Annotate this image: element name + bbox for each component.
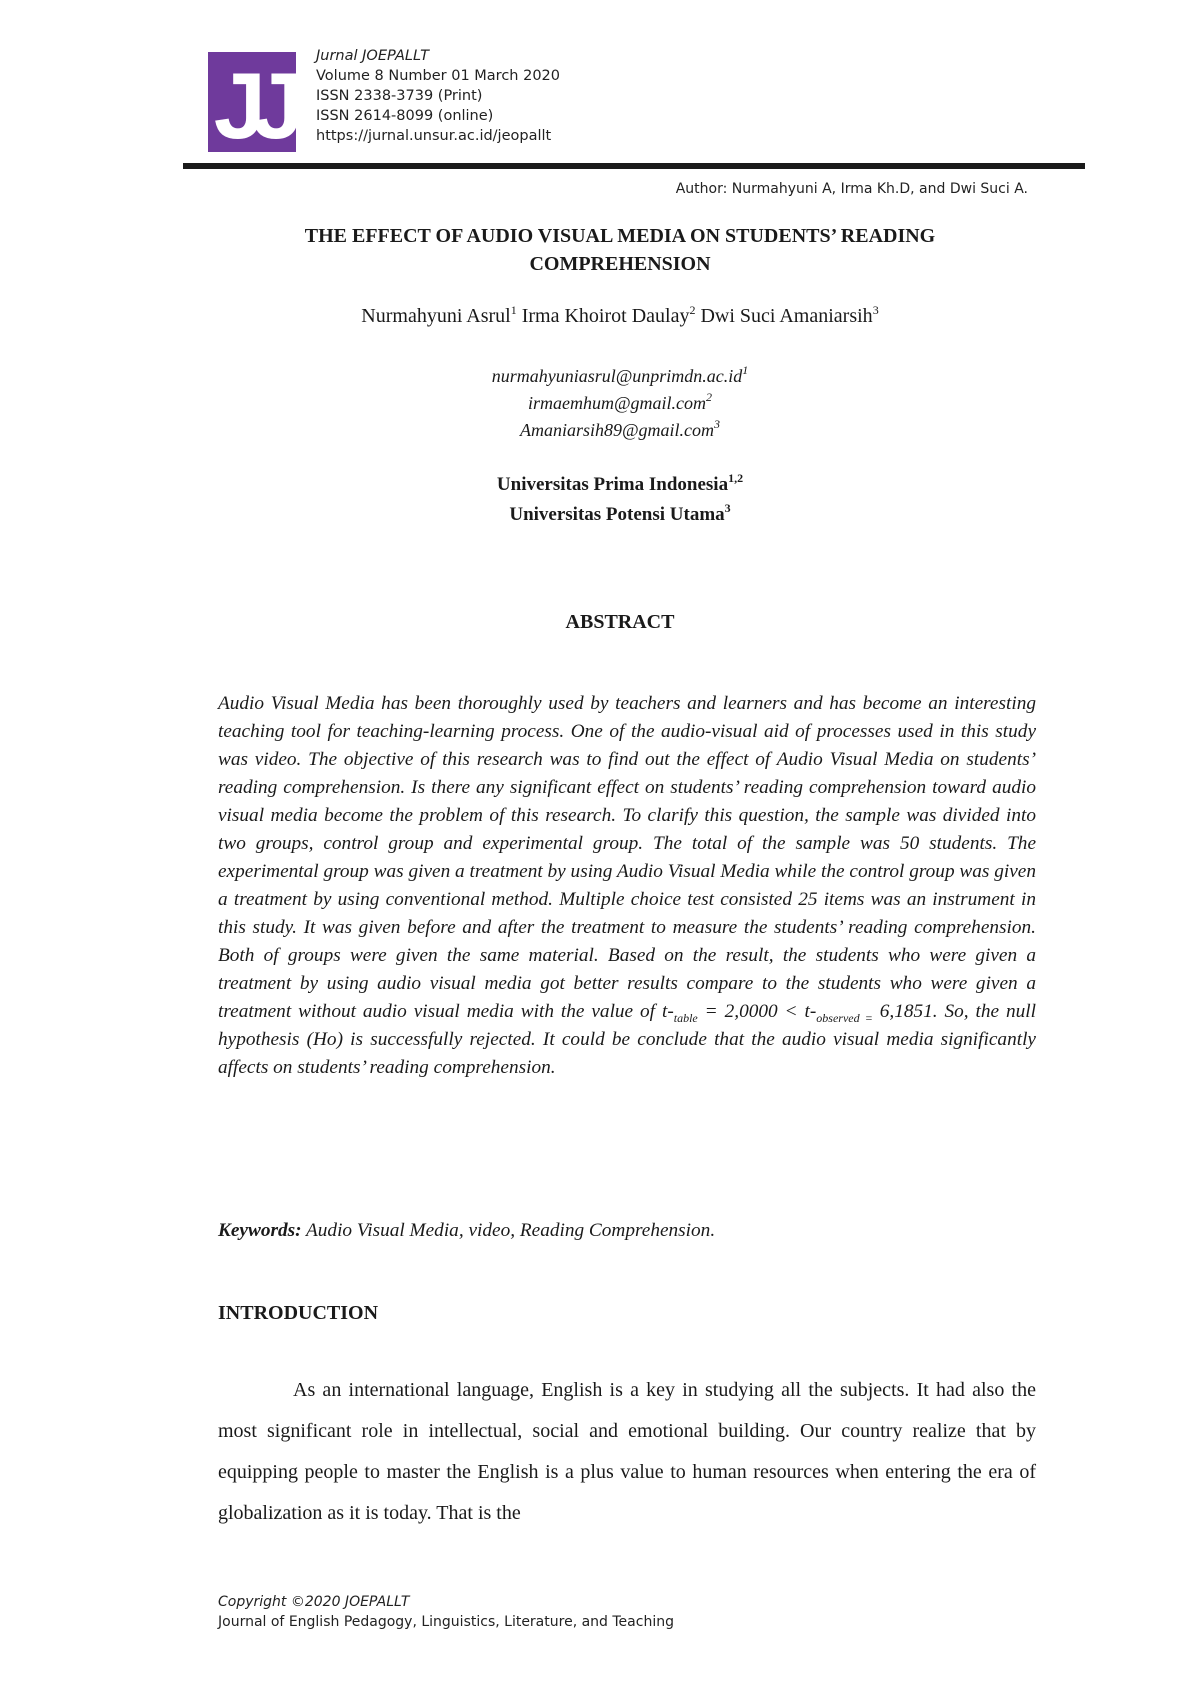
author-email[interactable]: irmaemhum@gmail.com xyxy=(527,393,707,413)
journal-name: Jurnal JOEPALLT xyxy=(316,48,429,64)
t-table-value: = 2,0000 < xyxy=(697,1001,805,1022)
logo-text: JJ xyxy=(213,53,291,152)
email-sup: 2 xyxy=(706,390,713,404)
t-observed-subscript: observed = xyxy=(816,1010,873,1025)
author-email[interactable]: Amaniarsih89@gmail.com xyxy=(519,420,715,440)
keywords xyxy=(218,1220,715,1242)
journal-meta xyxy=(316,46,560,146)
author-sup: 2 xyxy=(689,303,696,317)
affiliation-sup: 1,2 xyxy=(728,471,744,485)
introduction-text: As an international language, English is a key in studying all the subjects. It had also the most significant role in intellectual, social and emotional building. Our country realize that by equipping people to master the English is a plus value to human resources when entering the era of globalization as it is today. That is the xyxy=(218,1379,1036,1524)
jj-logo-icon xyxy=(208,52,296,152)
header-divider xyxy=(183,163,1085,169)
author-name: Dwi Suci Amaniarsih xyxy=(700,305,873,327)
author-sup: 1 xyxy=(510,303,517,317)
t-table-subscript: table xyxy=(673,1010,698,1025)
author-list xyxy=(0,305,1200,328)
paper-title xyxy=(0,222,1200,278)
author-email[interactable]: nurmahyuniasrul@unprimdn.ac.id xyxy=(491,366,743,386)
email-sup: 3 xyxy=(714,417,721,431)
journal-full-name: Journal of English Pedagogy, Linguistics, Literature, and Teaching xyxy=(218,1614,674,1630)
running-author-line: Author: Nurmahyuni A, Irma Kh.D, and Dwi Suci A. xyxy=(675,181,1028,197)
abstract-text-end: 6,1851. So, the null hypothesis (Ho) is successfully rejected. It could be conclude that the audio visual media significantly affects on students’ reading comprehension. xyxy=(218,1001,1037,1078)
page-footer xyxy=(218,1592,674,1632)
paper-title-line1: THE EFFECT OF AUDIO VISUAL MEDIA ON STUDENTS’ READING xyxy=(304,225,936,247)
email-sup: 1 xyxy=(742,363,749,377)
t-observed-symbol: t- xyxy=(804,1001,817,1022)
abstract-text xyxy=(218,690,1036,1082)
abstract-text-main: Audio Visual Media has been thoroughly used by teachers and learners and has become an interesting teaching tool for teaching-learning process. One of the audio-visual aid of processes used in this study was video. The objective of this research was to find out the effect of Audio Visual Media on students’ reading comprehension. Is there any significant effect on students’ reading comprehension toward audio visual media become the problem of this research. To clarify this question, the sample was divided into two groups, control group and experimental group. The total of the sample was 50 students. The experimental group was given a treatment by using Audio Visual Media while the control group was given a treatment by using conventional method. Multiple choice test consisted 25 items was an instrument in this study. It was given before and after the treatment to measure the students’ reading comprehension. Both of groups were given the same material. Based on the result, the students who were given a treatment by using audio visual media got better results compare to the students who were given a treatment without audio visual media with the value of xyxy=(218,693,1036,1022)
t-table-symbol: t- xyxy=(661,1001,674,1022)
affiliation-name: Universitas Prima Indonesia xyxy=(496,474,729,495)
journal-logo xyxy=(208,52,296,152)
abstract-heading: ABSTRACT xyxy=(565,611,675,633)
copyright-notice: Copyright ©2020 JOEPALLT xyxy=(218,1594,410,1610)
author-sup: 3 xyxy=(872,303,879,317)
keywords-label: Keywords: xyxy=(218,1220,302,1241)
issn-online: ISSN 2614-8099 (online) xyxy=(316,108,494,124)
introduction-heading: INTRODUCTION xyxy=(218,1302,379,1324)
author-name: Irma Khoirot Daulay xyxy=(521,305,690,327)
author-name: Nurmahyuni Asrul xyxy=(361,305,511,327)
paper-title-line2: COMPREHENSION xyxy=(529,253,711,275)
journal-volume: Volume 8 Number 01 March 2020 xyxy=(316,68,561,84)
affiliation-list xyxy=(0,470,1200,530)
issn-print: ISSN 2338-3739 (Print) xyxy=(316,88,483,104)
affiliation-name: Universitas Potensi Utama xyxy=(509,504,725,525)
affiliation-sup: 3 xyxy=(724,501,731,515)
keywords-text: Audio Visual Media, video, Reading Comprehension. xyxy=(301,1220,716,1241)
journal-url[interactable]: https://jurnal.unsur.ac.id/jeopallt xyxy=(316,128,552,144)
email-list xyxy=(0,363,1200,444)
